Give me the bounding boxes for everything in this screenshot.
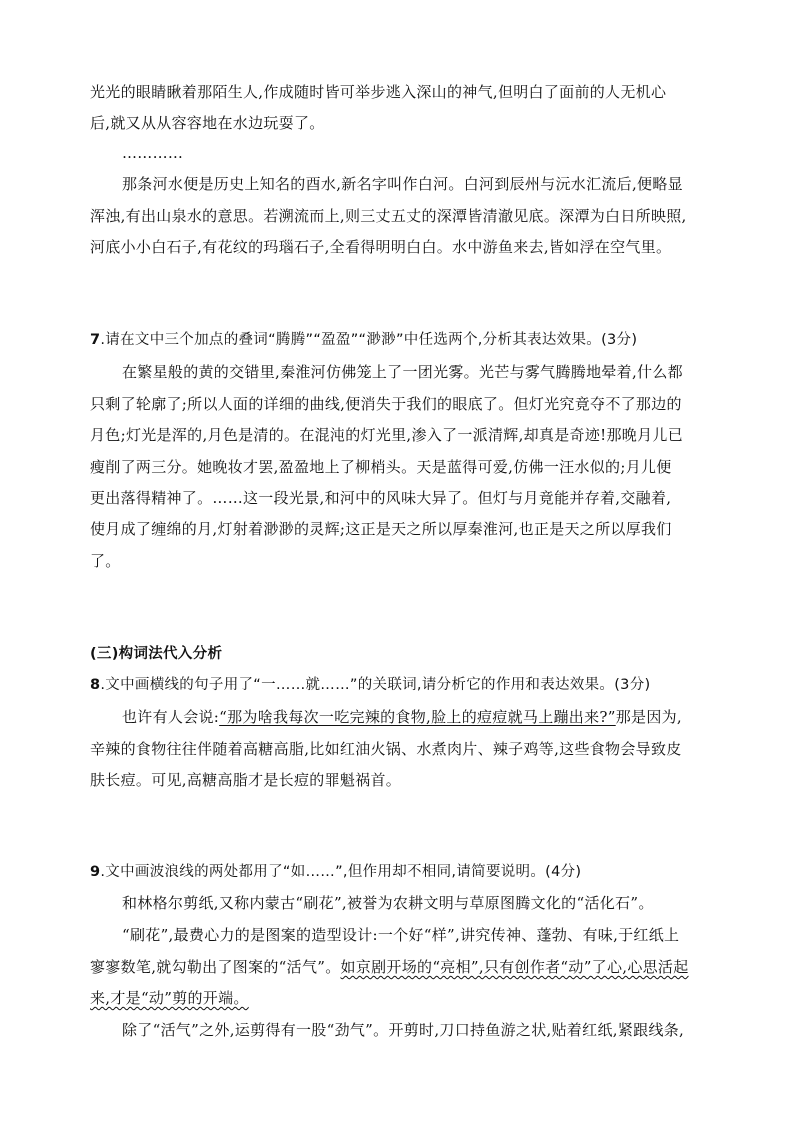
passage-a-ellipsis: …………	[122, 144, 184, 162]
q9-paragraph-3: 除了“活气”之外,运剪得有一股“劲气”。开剪时,刀口持鱼游之状,贴着红纸,紧跟线条,	[122, 1021, 685, 1039]
question-8-text: .文中画横线的句子用了“一……就……”的关联词,请分析它的作用和表达效果。(3分)	[100, 677, 651, 693]
q7-passage-line-7: 了。	[90, 552, 121, 570]
q7-passage-line-5: 更出落得精神了。……这一段光景,和河中的风味大异了。但灯与月竟能并存着,交融着,	[90, 489, 672, 507]
passage-a-line-3: 那条河水便是历史上知名的酉水,新名字叫作白河。白河到辰州与沅水汇流后,便略显	[122, 175, 683, 193]
q9-wavy-sentence-part-1: 如京剧开场的“亮相”,只有创作者“动”了心,心思活起	[340, 958, 689, 976]
passage-a-line-4: 浑浊,有出山泉水的意思。若溯流而上,则三丈五丈的深潭皆清澈见底。深潭为白日所映照,	[90, 207, 687, 225]
question-9-number: 9	[90, 864, 101, 880]
question-8	[90, 675, 650, 695]
passage-a-line-5: 河底小小白石子,有花纹的玛瑙石子,全看得明明白白。水中游鱼来去,皆如浮在空气里。	[90, 238, 672, 256]
q9-paragraph-2-line-2	[90, 957, 689, 977]
q9-paragraph-1: 和林格尔剪纸,又称内蒙古“刷花”,被誉为农耕文明与草原图腾文化的“活化石”。	[122, 894, 654, 912]
question-7-number: 7	[90, 332, 101, 348]
q9-paragraph-2-line-1: “刷花”,最费心力的是图案的造型设计:一个好“样”,讲究传神、蓬勃、有味,于红纸上	[122, 926, 680, 944]
q9-paragraph-2-line-3	[90, 988, 249, 1008]
q8-underlined-sentence: “那为啥我每次一吃完辣的食物,脸上的痘痘就马上蹦出来?”	[219, 708, 616, 726]
question-9-text: .文中画波浪线的两处都用了“如……”,但作用却不相同,请简要说明。(4分)	[100, 864, 582, 880]
question-7-text: .请在文中三个加点的叠词“腾腾”“盈盈”“渺渺”中任选两个,分析其表达效果。(3分)	[100, 332, 638, 348]
q9-line2-pre: 寥寥数笔,就勾勒出了图案的“活气”。	[90, 958, 341, 976]
question-9	[90, 862, 581, 882]
question-7	[90, 330, 637, 350]
q7-passage-line-1: 在繁星般的黄的交错里,秦淮河仿佛笼上了一团光雾。光芒与雾气腾腾地晕着,什么都	[122, 363, 683, 381]
q8-line1-post: 那是因为,	[615, 708, 682, 726]
q7-passage-line-3: 月色;灯光是浑的,月色是清的。在混沌的灯光里,渗入了一派清辉,却真是奇迹!那晚月儿已	[90, 426, 683, 444]
question-8-number: 8	[90, 677, 101, 693]
passage-a-line-1: 光光的眼睛瞅着那陌生人,作成随时皆可举步逃入深山的神气,但明白了面前的人无机心	[90, 83, 667, 101]
section-3-title: (三)构词法代入分析	[90, 646, 223, 662]
q8-passage-line-2: 辛辣的食物往往伴随着高糖高脂,比如红油火锅、水煮肉片、辣子鸡等,这些食物会导致皮	[90, 740, 682, 758]
q9-wavy-sentence-part-2: 来,才是“动”剪的开端。	[90, 989, 249, 1007]
q7-passage-line-6: 使月成了缠绵的月,灯射着渺渺的灵辉;这正是天之所以厚秦淮河,也正是天之所以厚我们	[90, 520, 672, 538]
q8-line1-pre: 也许有人会说:	[122, 708, 220, 726]
q8-passage-line-3: 肤长痘。可见,高糖高脂才是长痘的罪魁祸首。	[90, 771, 402, 789]
q7-passage-line-4: 瘦削了两三分。她晚妆才罢,盈盈地上了柳梢头。天是蓝得可爱,仿佛一汪水似的;月儿便	[90, 458, 672, 476]
passage-a-line-2: 后,就又从从容容地在水边玩耍了。	[90, 114, 325, 132]
q7-passage-line-2: 只剩了轮廓了;所以人面的详细的曲线,便消失于我们的眼底了。但灯光究竟夺不了那边的	[90, 395, 682, 413]
q8-passage-line-1	[122, 707, 682, 727]
